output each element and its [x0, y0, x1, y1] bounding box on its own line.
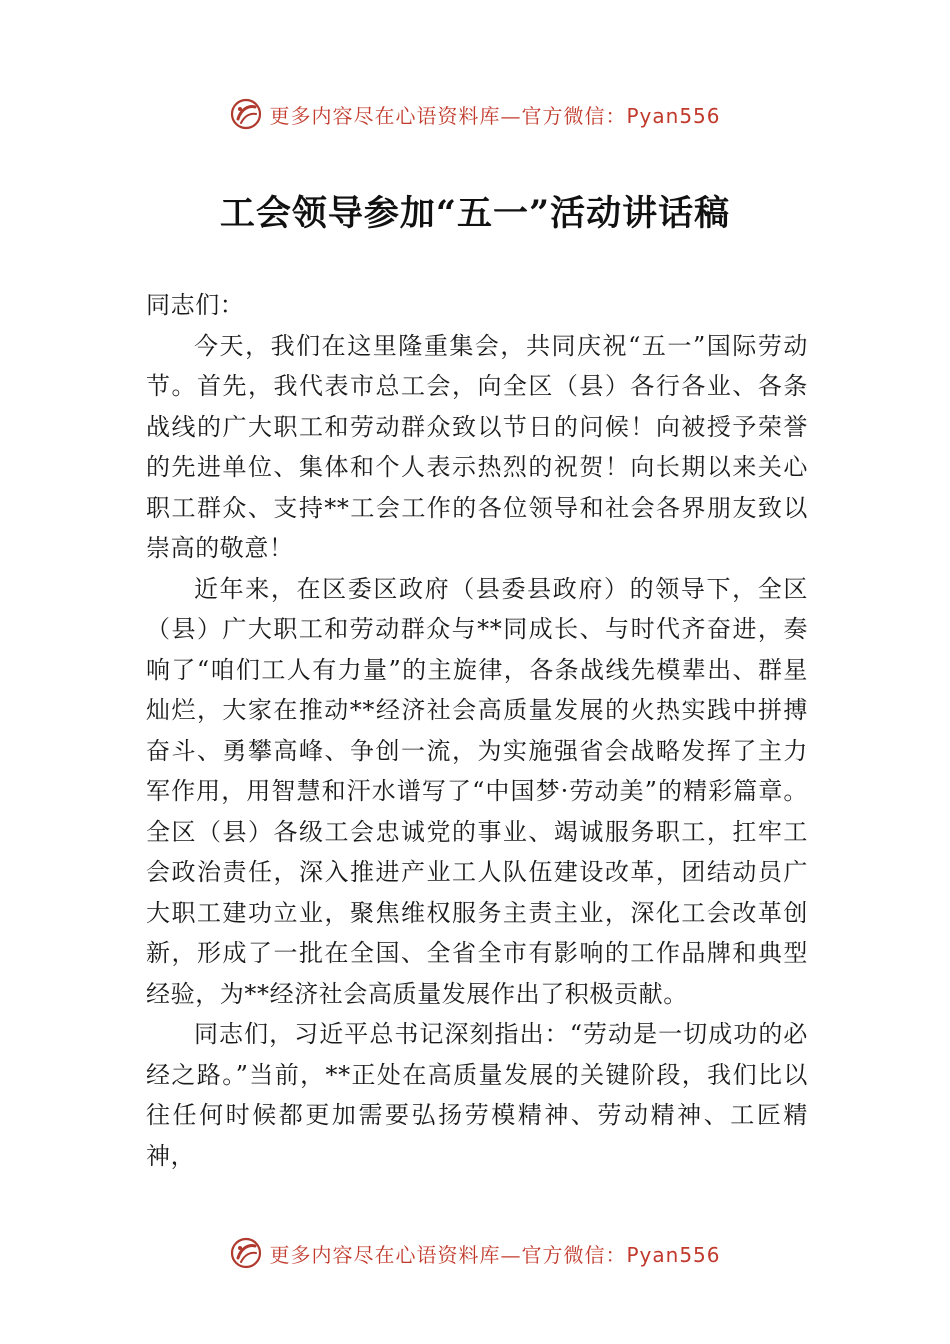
banner-wechat-id: Pyan556 — [626, 1242, 721, 1267]
banner-slogan: 更多内容尽在心语资料库 — [269, 1242, 501, 1267]
header-banner — [0, 94, 950, 134]
banner-separator: — — [500, 1242, 522, 1267]
document-title: 工会领导参加“五一”活动讲话稿 — [219, 193, 731, 234]
banner-separator: — — [500, 103, 522, 128]
seal-logo-icon — [229, 1236, 263, 1270]
banner-wechat-id: Pyan556 — [626, 103, 721, 128]
paragraph-1: 今天，我们在这里隆重集会，共同庆祝“五一”国际劳动节。首先，我代表市总工会，向全区（县）各行各业、各条战线的广大职工和劳动群众致以节日的问候！向被授予荣誉的先进单位、集体和个人表示热烈的祝贺！向长期以来关心职工群众、支持**工会工作的各位领导和社会各界朋友致以崇高的敬意！ — [146, 331, 808, 562]
banner-text — [269, 100, 720, 129]
footer-banner — [0, 1233, 950, 1273]
seal-logo-icon — [229, 97, 263, 131]
paragraph-3: 同志们，习近平总书记深刻指出：“劳动是一切成功的必经之路。”当前，**正处在高质量发展的关键阶段，我们比以往任何时候都更加需要弘扬劳模精神、劳动精神、工匠精神， — [146, 1020, 808, 1170]
document-body — [146, 285, 808, 1176]
banner-text — [269, 1239, 720, 1268]
banner-wechat-label: 官方微信： — [521, 1242, 627, 1267]
salutation: 同志们： — [146, 291, 245, 319]
banner-wechat-label: 官方微信： — [521, 103, 627, 128]
paragraph-2: 近年来，在区委区政府（县委县政府）的领导下，全区（县）广大职工和劳动群众与**同成长、与时代齐奋进，奏响了“咱们工人有力量”的主旋律，各条战线先模辈出、群星灿烂，大家在推动**经济社会高质量发展的火热实践中拼搏奋斗、勇攀高峰、争创一流，为实施强省会战略发挥了主力军作用，用智慧和汗水谱写了“中国梦·劳动美”的精彩篇章。全区（县）各级工会忠诚党的事业、竭诚服务职工，扛牢工会政治责任，深入推进产业工人队伍建设改革，团结动员广大职工建功立业，聚焦维权服务主责主业，深化工会改革创新，形成了一批在全国、全省全市有影响的工作品牌和典型经验，为**经济社会高质量发展作出了积极贡献。 — [146, 574, 808, 1008]
banner-slogan: 更多内容尽在心语资料库 — [269, 103, 501, 128]
